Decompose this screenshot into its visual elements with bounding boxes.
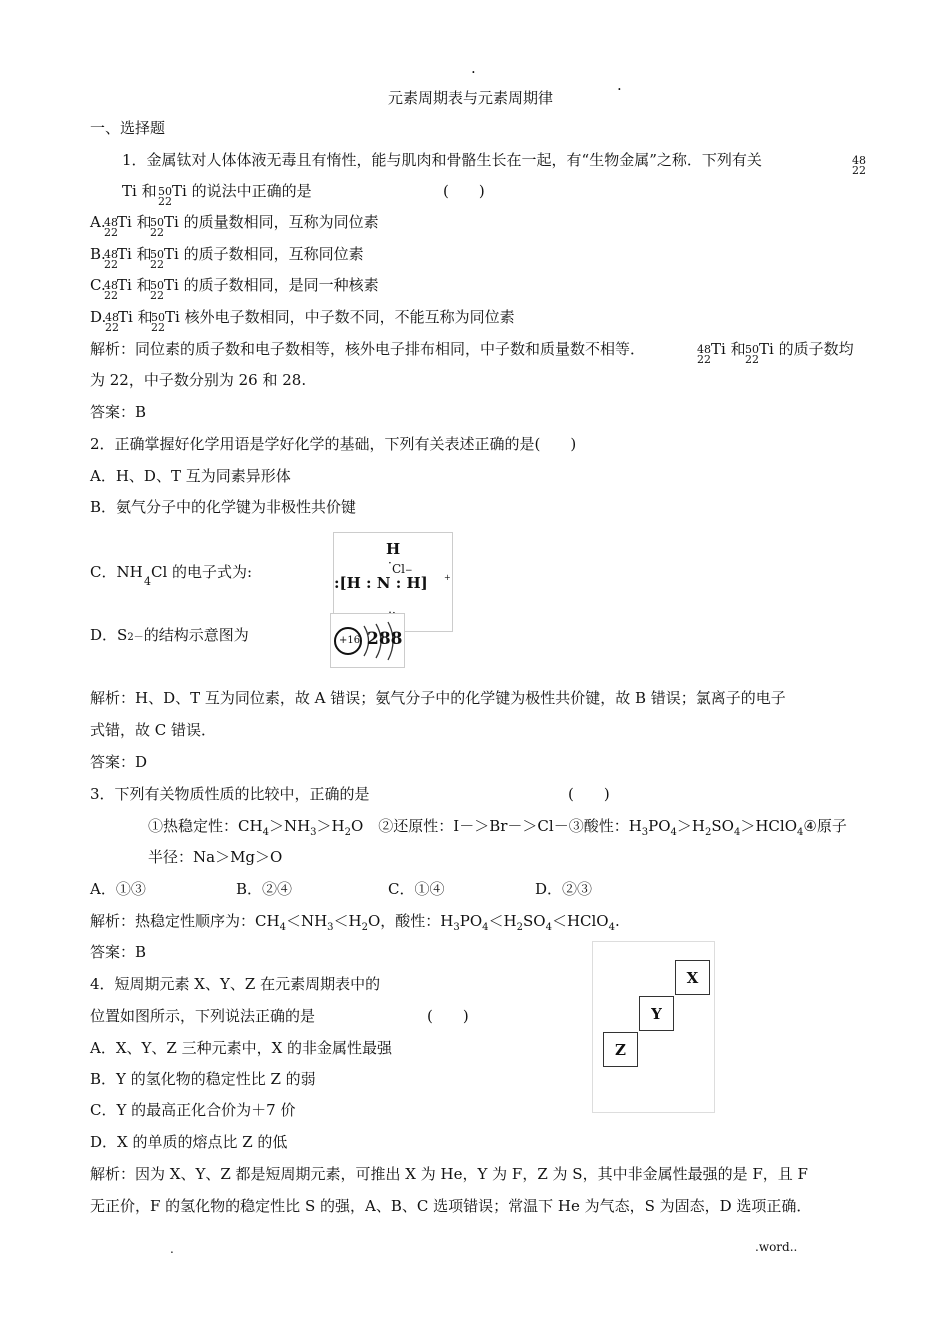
q1-option-d: D. (90, 308, 107, 326)
q2-analysis: 解析：H、D、T 互为同位素，故 A 错误；氨气分子中的化学键为极性共价键，故 B 错误；氯离子的电子 (90, 689, 786, 707)
atomic-structure-figure (330, 613, 405, 668)
nuclide-z: 22 (150, 289, 164, 302)
q2-option-a: A．H、D、T 互为同素异形体 (90, 467, 291, 485)
q2-answer: 答案：D (90, 753, 148, 771)
q1-option-b: B. (90, 245, 106, 263)
lewis-dot: · (388, 556, 392, 570)
cell-z: Z (603, 1032, 638, 1067)
nuclide-z: 22 (104, 226, 118, 239)
q4-option-b: B．Y 的氢化物的稳定性比 Z 的弱 (90, 1070, 316, 1088)
cell-y: Y (639, 996, 674, 1031)
nuclide-z: 22 (745, 353, 759, 366)
q2-option-b: B．氨气分子中的化学键为非极性共价键 (90, 498, 357, 516)
electron-shells: 288 (367, 629, 403, 649)
q3-option-c: C．①④ (388, 880, 445, 898)
q3-analysis: 解析：热稳定性顺序为：$CH_4<NH_3<H_2O$，酸性：$H_3PO_4<H_2SO_4<HClO_4$. (90, 912, 620, 933)
nuclide-mass: 48 (104, 216, 118, 229)
q1-option-c: C. (90, 276, 106, 294)
q4-analysis-2: 无正价，F 的氢化物的稳定性比 S 的强，A、B、C 选项错误；常温下 He 为气态，S 为固态，D 选项正确． (90, 1197, 812, 1215)
q3-paren: ( ) (568, 785, 610, 803)
q3-stem: 3．下列有关物质性质的比较中，正确的是 (90, 785, 370, 803)
page-title: 元素周期表与元素周期律 (388, 89, 554, 107)
q3-option-d: D．②③ (535, 880, 593, 898)
nuclide-z: 22 (150, 258, 164, 271)
subscript: 4 (144, 575, 151, 588)
q1-stem-2a: Ti 和 (122, 182, 157, 200)
nuclide-mass: 48 (105, 311, 119, 324)
cell-x: X (675, 960, 710, 995)
q1-option-a: A. (90, 213, 106, 231)
nuclide-mass: 50 (150, 248, 164, 261)
nuclide-mass: 48 (104, 248, 118, 261)
q2-option-d: D．S2－的结构示意图为 (90, 626, 249, 644)
nuclide-z: 22 (104, 258, 118, 271)
q3-answer: 答案：B (90, 943, 147, 961)
nuclide-z: 22 (104, 289, 118, 302)
q1-option-a-sym: Ti 和 (117, 213, 152, 231)
q1-answer: 答案：B (90, 403, 147, 421)
q1-option-c-sym: Ti 和 (117, 276, 152, 294)
q3-items-line: ①热稳定性：$CH_4>NH_3>H_2O$ ②还原性：I－＞Br－＞Cl－③酸性：$H_3PO_4>H_2SO_4>HClO_4④$原子 (148, 817, 847, 838)
nuclide-mass: 50 (151, 311, 165, 324)
nuclide-mass: 50 (158, 185, 172, 198)
q1-option-a-text: Ti 的质量数相同，互称为同位素 (164, 213, 379, 231)
footer-word: .word.. (755, 1240, 798, 1254)
q2-option-c: C．NH (90, 563, 143, 581)
footer-dot: . (170, 1242, 174, 1256)
q1-stem: 1．金属钛对人体体液无毒且有惰性，能与肌肉和骨骼生长在一起，有“生物金属”之称．下列有关 (122, 151, 762, 169)
q4-option-a: A．X、Y、Z 三种元素中，X 的非金属性最强 (90, 1039, 393, 1057)
nuclide-mass: 48 (852, 154, 866, 167)
q4-stem: 4．短周期元素 X、Y、Z 在元素周期表中的 (90, 975, 381, 993)
q2-analysis-2: 式错，故 C 错误． (90, 721, 217, 739)
nuclide-z: 22 (852, 164, 866, 177)
q4-option-d: D．X 的单质的熔点比 Z 的低 (90, 1133, 288, 1151)
lewis-main: :[H : N : H] (334, 574, 428, 592)
nuclide-z: 22 (151, 321, 165, 334)
q3-items-line-2: 半径：Na＞Mg＞O (148, 848, 283, 866)
q2-option-c-tail: Cl 的电子式为: (151, 563, 253, 581)
q1-analysis: 解析：同位素的质子数和电子数相等，核外电子排布相同，中子数和质量数不相等． (90, 340, 646, 358)
q1-option-b-sym: Ti 和 (117, 245, 152, 263)
nuclide-z: 22 (105, 321, 119, 334)
nucleus-label: +16 (339, 635, 361, 646)
nuclide-z: 22 (697, 353, 711, 366)
lewis-cl: Cl− (392, 562, 413, 576)
nuclide-mass: 50 (150, 216, 164, 229)
q1-option-d-sym: Ti 和 (118, 308, 153, 326)
section-heading: 一、选择题 (90, 119, 166, 137)
periodic-position-figure (592, 941, 715, 1113)
header-dot: . (617, 76, 622, 94)
q1-option-c-text: Ti 的质子数相同，是同一种核素 (164, 276, 379, 294)
header-dot: . (471, 59, 476, 77)
nuclide-mass: 48 (104, 279, 118, 292)
nuclide-mass: 50 (150, 279, 164, 292)
q4-analysis: 解析：因为 X、Y、Z 都是短周期元素，可推出 X 为 He，Y 为 F，Z 为 S，其中非金属性最强的是 F，且 F (90, 1165, 808, 1183)
nuclide-mass: 48 (697, 343, 711, 356)
q1-option-b-text: Ti 的质子数相同，互称同位素 (164, 245, 364, 263)
q4-stem-2: 位置如图所示，下列说法正确的是 (90, 1007, 316, 1025)
lewis-h-top: H (386, 540, 401, 558)
q1-analysis-2: 为 22，中子数分别为 26 和 28. (90, 371, 307, 389)
q2-stem: 2．正确掌握好化学用语是学好化学的基础，下列有关表述正确的是( ) (90, 435, 577, 453)
nuclide-mass: 50 (745, 343, 759, 356)
q1-paren: ( ) (443, 182, 485, 200)
nuclide-z: 22 (150, 226, 164, 239)
q1-analysis-tail: Ti 的质子数均 (759, 340, 854, 358)
q1-analysis-sym: Ti 和 (711, 340, 746, 358)
q3-option-a: A．①③ (90, 880, 146, 898)
q1-option-d-text: Ti 核外电子数相同，中子数不同，不能互称为同位素 (165, 308, 515, 326)
q1-stem-2b: Ti 的说法中正确的是 (172, 182, 312, 200)
q4-paren: ( ) (427, 1007, 469, 1025)
q3-option-b: B．②④ (236, 880, 293, 898)
lewis-plus: + (444, 573, 451, 582)
q4-option-c: C．Y 的最高正化合价为＋7 价 (90, 1101, 296, 1119)
nuclide-z: 22 (158, 195, 172, 208)
